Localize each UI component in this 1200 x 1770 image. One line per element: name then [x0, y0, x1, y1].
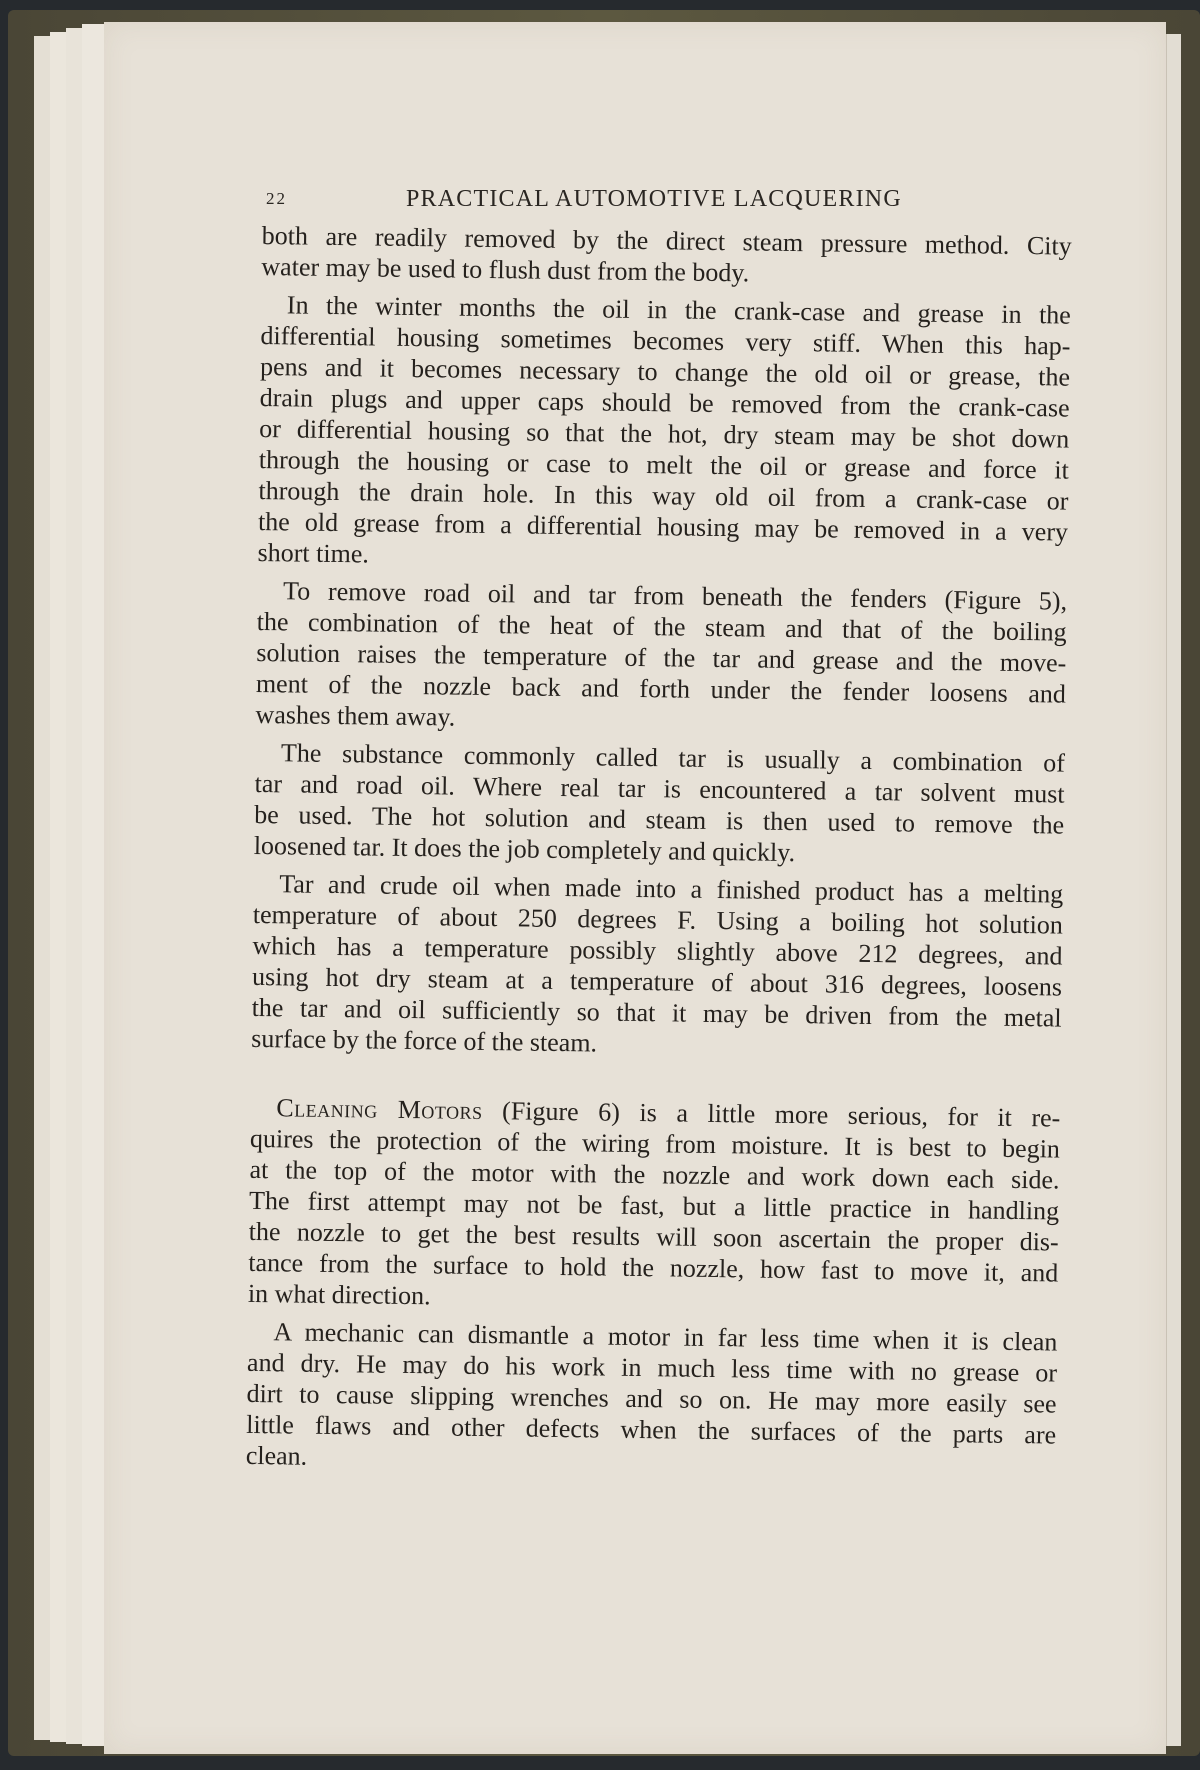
text-line: using hot dry steam at a temperature of about 316 degrees, loosens — [251, 961, 1063, 1002]
text-line: and dry. He may do his work in much less time with no grease or — [246, 1347, 1058, 1388]
text-line: at the top of the motor with the nozzle and work down each side. — [249, 1154, 1060, 1195]
text-line: through the drain hole. In this way old oil from a crank-case or — [258, 475, 1069, 516]
text-line: through the housing or case to melt the oil or grease and force it — [258, 444, 1069, 485]
text-line: temperature of about 250 degrees F. Using a boiling hot solution — [252, 899, 1064, 940]
text-line: loosened tar. It does the job completely and quickly. — [253, 830, 796, 868]
text-line: clean. — [245, 1440, 308, 1471]
text-line: tar and road oil. Where real tar is encountered a tar solvent must — [254, 768, 1065, 809]
text-line: solution raises the temperature of the tar and grease and the move- — [256, 637, 1067, 678]
text-line: be used. The hot solution and steam is then used to remove the — [254, 799, 1065, 840]
text-line: The first attempt may not be fast, but a little practice in handling — [248, 1185, 1060, 1226]
text-line: dirt to cause slipping wrenches and so on. He may more easily see — [246, 1378, 1057, 1419]
text-line: The substance commonly called tar is usually a combination of — [280, 738, 1066, 778]
text-line: A mechanic can dismantle a motor in far less time when it is clean — [273, 1317, 1058, 1357]
paragraph — [254, 737, 1066, 872]
text-line: water may be used to flush dust from the body. — [261, 251, 750, 288]
text-line: both are readily removed by the direct steam pressure method. City — [261, 220, 1072, 261]
text-line: washes them away. — [255, 699, 456, 732]
text-line: Tar and crude oil when made into a finished product has a melting — [279, 869, 1064, 909]
paragraph — [246, 1316, 1058, 1482]
text-line: In the winter months the oil in the crank-case and grease in the — [286, 290, 1072, 330]
text-line: surface by the force of the steam. — [251, 1023, 598, 1058]
text-line-rest: (Figure 6) is a little more serious, for it re- — [482, 1095, 1061, 1133]
running-title: PRACTICAL AUTOMOTIVE LACQUERING — [406, 186, 902, 212]
text-line: quires the protection of the wiring from moisture. It is best to begin — [249, 1123, 1061, 1164]
text-line: pens and it becomes necessary to change the old oil or grease, the — [259, 351, 1071, 392]
paragraph — [251, 868, 1063, 1065]
paragraph — [255, 575, 1067, 741]
text-line: the combination of the heat of the steam and that of the boiling — [256, 606, 1067, 647]
running-header — [262, 186, 962, 218]
body-text — [246, 220, 1072, 1481]
text-line: ment of the nozzle back and forth under the fender loosens and — [255, 668, 1067, 709]
paragraph — [261, 220, 1072, 293]
text-line: in what direction. — [247, 1278, 431, 1311]
section-lead: Cleaning Motors — [276, 1093, 483, 1125]
page-number: 22 — [266, 189, 287, 208]
text-line: tance from the surface to hold the nozzle, how fast to move it, and — [248, 1247, 1059, 1288]
text-line: little flaws and other defects when the surfaces of the parts are — [246, 1409, 1057, 1450]
text-line: the tar and oil sufficiently so that it may be driven from the metal — [251, 992, 1062, 1033]
text-line: drain plugs and upper caps should be removed from the crank-case — [259, 382, 1070, 423]
text-line: the nozzle to get the best results will soon ascertain the proper dis- — [248, 1216, 1059, 1257]
paragraph — [257, 289, 1071, 579]
text-line: differential housing sometimes becomes very stiff. When this hap- — [260, 320, 1071, 361]
text-line: short time. — [257, 537, 370, 569]
text-line: or differential housing so that the hot, dry steam may be shot down — [259, 413, 1070, 454]
text-line: the old grease from a differential housing may be removed in a very — [257, 506, 1069, 547]
page-edge-right — [1166, 34, 1181, 1746]
text-line: which has a temperature possibly slightly above 212 degrees, and — [252, 930, 1063, 971]
text-line: To remove road oil and tar from beneath the fenders (Figure 5), — [282, 576, 1068, 616]
paragraph — [248, 1092, 1061, 1320]
